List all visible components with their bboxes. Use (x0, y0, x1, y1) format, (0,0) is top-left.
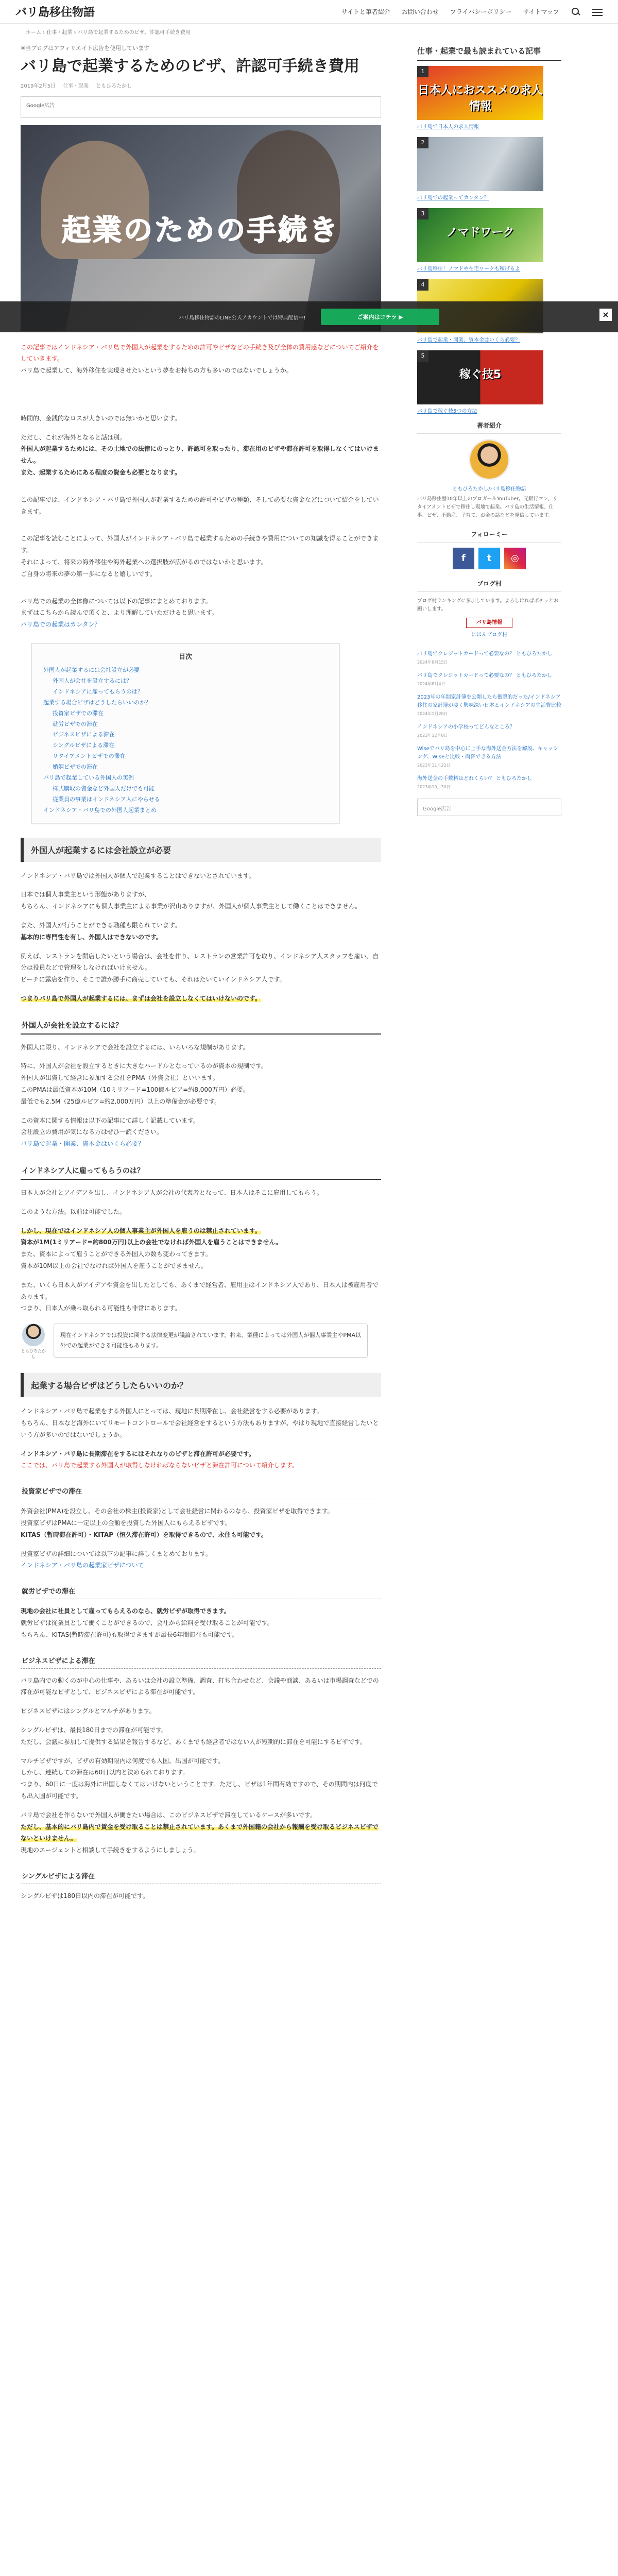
recent-date: 2024年8月4日 (417, 682, 445, 687)
toc-link[interactable]: バリ島で起業している外国人の実例 (43, 774, 134, 781)
author-avatar (21, 1324, 46, 1360)
thumbnail-text: 稼ぐ技5 (459, 368, 502, 381)
toc-link[interactable]: ビジネスビザによる滞在 (53, 731, 115, 738)
rank-number: 4 (417, 279, 428, 291)
section-para: つまりバリ島で外国人が起業するには、まずは会社を設立しなくてはいけないのです。 (21, 994, 262, 1002)
toc-heading: 目次 (178, 653, 192, 662)
toc-item[interactable] (43, 698, 328, 708)
toc-list (43, 665, 328, 816)
toc-link[interactable]: インドネシア・バリ島での外国人起業まとめ (43, 806, 157, 814)
hero-text: 起業のための手続き (62, 213, 340, 247)
profile-title: 著者紹介 (417, 421, 561, 434)
follow-buttons (417, 548, 561, 569)
nav-about[interactable]: サイトと筆者紹介 (341, 8, 390, 15)
recent-title[interactable]: バリ島でクレジットカードって必要なの？ (417, 651, 515, 657)
profile-avatar (469, 439, 510, 480)
blogmura-link[interactable]: にほんブログ村 (471, 632, 507, 638)
popular-caption[interactable]: バリ島で起業・開業、資本金はいくら必要？ (417, 337, 520, 343)
section-para: 特に、外国人が会社を設立するときに大きなハードルとなっているのが資本の規制です。 外国人が出資して経営に参加する会社をPMA（外資会社）といいます。 このPMAは最低資本が10M（10ミリアード=100億ルピア=約8,000万円）必要。 最低でも2.5M（25億ルピア=約2,000万円）以上の準備金が必要です。 (21, 1062, 268, 1105)
room-title: ブログ村 (417, 580, 561, 592)
ad-slot[interactable]: Google広告 (21, 96, 381, 118)
intro-para: ただし、これが海外となると話は別。 外国人が起業するためには、その土地での法律にのっとり、許認可を取ったり、滞在用のビザや滞在許可を取得しなくてはいけません。 また、起業するためにある程度の資金も必要となります。 (21, 433, 379, 477)
recent-post[interactable] (417, 672, 561, 688)
subsection-heading: 外国人が会社を設立するには？ (21, 1017, 381, 1035)
section-para: このような方法。以前は可能でした。 (21, 1208, 126, 1215)
section-para: 日本人が会社とアイデアを出し、インドネシア人が会社の代表者となって、日本人はそこに雇用してもらう。 (21, 1189, 323, 1197)
site-logo[interactable]: バリ島移住物語 (15, 6, 95, 19)
post-category[interactable]: 仕事・起業 (63, 83, 89, 89)
recent-date: 2023年10月30日 (417, 785, 451, 790)
intro-para: 時間的、金銭的なロスが大きいのでは無いかと思います。 (21, 414, 181, 422)
article-meta (21, 81, 381, 89)
section-heading: 起業する場合ビザはどうしたらいいのか？ (21, 1373, 381, 1397)
section-para: 現地の会社に社員として雇ってもらえるのなら、就労ビザが取得できます。 就労ビザは従業員として働くことができるので、会社から給料を受け取ることが可能です。 もちろん、KITAS(暫時滞在許可)も取得できますが最長6年間滞在も可能です。 (21, 1607, 273, 1638)
toc-link[interactable]: 従業員の事業はインドネシア人にやらせる (53, 795, 160, 803)
recent-date: 2023年12月8日 (417, 733, 448, 738)
section-para: インドネシア・バリ島では外国人が個人で起業することはできないとされています。 (21, 872, 255, 879)
intro-para: この記事を読むことによって、外国人がインドネシア・バリ島で起業するための手続きや費用についての知識を得ることができます。 それによって、将来の海外移住や海外起業への選択肢が広がるのではないかと思います。 ご自身の将来の夢の第一歩になると嬉しいです。 (21, 535, 379, 578)
follow-title: フォローミー (417, 530, 561, 543)
section-para: 例えば、レストランを開店したいという場合は、会社を作り、レストランの営業許可を取り、インドネシア人スタッフを雇い、自分は役員などで管理をしなければいけません。 ビーチに露店を作り、そこで誰か勝手に商売していても、それはたいていインドネシア人です。 (21, 952, 379, 984)
section-para: シングルビザは180日以内の滞在が可能です。 (21, 1892, 149, 1900)
related-link[interactable]: インドネシア・バリ島の起業家ビザについて (21, 1562, 144, 1569)
recent-title[interactable]: Wiseでバリ島を中心に上手な海外送金方法を解説、キャッシング、Wiseと比較・両替できる方法 (417, 746, 558, 760)
banner-button[interactable]: ご案内はコチラ ▶ (321, 309, 439, 325)
nav-privacy[interactable]: プライバシーポリシー (450, 8, 512, 15)
toc-item[interactable] (43, 687, 328, 698)
toc-link[interactable]: 起業する場合ビザはどうしたらいいのか？ (43, 699, 151, 706)
toc-item[interactable] (43, 708, 328, 719)
section-para: シングルビザは、最長180日までの滞在が可能です。 ただし、会議に参加して提供する結果を報告するなど、あくまでも経営者ではない人が短期的に滞在を可能にするビザです。 (21, 1726, 367, 1745)
post-author[interactable]: ともひろたかし (96, 83, 132, 89)
recent-post[interactable] (417, 693, 561, 718)
toc-link[interactable]: 婚姻ビザでの滞在 (53, 764, 98, 771)
section-para: マルチビザですが、ビザの有効期限内は何度でも入国、出国が可能です。 しかし、連続しての滞在は60日以内と決められております。 つまり、60日に一度は海外に出国しなくてはいけないということです。ただし、ビザは1年間有効ですので、その期間内は何度でも出入国が可能です。 (21, 1757, 378, 1800)
instagram-icon[interactable]: ◎ (504, 548, 526, 569)
toc-link[interactable]: 投資家ビザでの滞在 (53, 709, 104, 717)
recent-author[interactable]: ともひろたかし (496, 776, 533, 782)
profile-name[interactable]: ともひろたかし/バリ島移住物語 (452, 486, 526, 492)
popular-caption[interactable]: バリ島で稼ぐ技5つの方法 (417, 409, 477, 414)
toc-item[interactable] (43, 740, 328, 751)
toc-item[interactable] (43, 784, 328, 794)
rank-number: 3 (417, 208, 428, 219)
section-para: 外国人に限り、インドネシアで会社を設立するには、いろいろな規制があります。 (21, 1043, 249, 1051)
recent-date: 2024年1月20日 (417, 711, 448, 717)
toc-item[interactable] (43, 719, 328, 730)
popular-thumbnail[interactable] (417, 66, 543, 120)
banner-text: バリ島移住物語のLINE公式アカウントでは特典配信中! (179, 315, 306, 321)
nav-contact[interactable]: お問い合わせ (401, 8, 439, 15)
popular-thumbnail[interactable] (417, 137, 543, 191)
global-nav (341, 7, 603, 17)
recent-post[interactable] (417, 723, 561, 740)
popular-item[interactable] (417, 66, 561, 130)
toc-link[interactable]: シングルビザによる滞在 (53, 742, 115, 749)
popular-item[interactable] (417, 137, 561, 201)
toc-item[interactable] (43, 794, 328, 805)
toc-link[interactable]: 外国人が会社を設立するには？ (53, 677, 132, 684)
thumbnail-text: ノマドワーク (446, 226, 514, 239)
rank-number: 2 (417, 137, 428, 148)
intro-para: この記事では、インドネシア・バリ島で外国人が起業するための許可やビザの種類、そして必要な資金などについて紹介をしていきます。 (21, 496, 379, 515)
popular-thumbnail[interactable] (417, 350, 543, 404)
related-link[interactable]: バリ島で起業・開業、資本金はいくら必要？ (21, 1140, 145, 1148)
facebook-icon[interactable]: f (453, 548, 474, 569)
room-desc: ブログ村ランキングに参加しています。よろしければポチッとお願いします。 (417, 598, 559, 612)
popular-caption[interactable]: バリ島での起業ってカンタン？ (417, 195, 489, 201)
toc-item[interactable] (43, 751, 328, 762)
section-para: 外資会社(PMA)を設立し、その会社の株主(投資家)として会社経営に関わるのなら、投資家ビザを取得できます。 投資家ビザはPMAに一定以上の金額を投資した外国人にもらえるビザです。 KITAS（暫時滞在許可）・KITAP（恒久滞在許可）を取得できるので、永住も可能です。 (21, 1507, 334, 1538)
table-of-contents (31, 643, 340, 824)
breadcrumb[interactable]: ホーム › 仕事・起業 › バリ島で起業するためのビザ、許認可手続き費用 (26, 30, 191, 36)
sidebar-ad[interactable]: Google広告 (417, 799, 561, 816)
section-para: 投資家ビザの詳細については以下の記事に詳しくまとめております。 インドネシア・バリ島の起業家ビザについて (21, 1550, 212, 1569)
page-title: バリ島で起業するためのビザ、許認可手続き費用 (21, 57, 359, 75)
popular-caption[interactable]: バリ島で日本人の求人情報 (417, 124, 479, 130)
avatar-name: ともひろたかし (21, 1349, 46, 1360)
popular-item[interactable] (417, 208, 561, 272)
recent-post[interactable] (417, 650, 561, 667)
thumbnail-text: 日本人におススメの求人情報 (418, 84, 543, 113)
recent-title[interactable]: バリ島でクレジットカードって必要なの？ (417, 673, 515, 679)
bubble-text: 現在インドネシアでは投資に関する法律変更が議論されています。将来、業種によっては外国人が個人事業主やPMA以外での起業ができる可能性もあります。 (54, 1324, 368, 1358)
recent-title[interactable]: 2023年の年間家計簿を公開したら衝撃的だった/インドネシア移住の家計簿が凄く興味深い日本とインドネシアの生活費比較 (417, 694, 561, 709)
popular-thumbnail[interactable] (417, 208, 543, 262)
toc-item[interactable] (43, 730, 328, 740)
toc-link[interactable]: 外国人が起業するには会社設立が必要 (43, 667, 140, 674)
speech-bubble (21, 1324, 381, 1360)
nav-sitemap[interactable]: サイトマップ (523, 8, 559, 15)
popular-list (417, 66, 561, 414)
subsection-heading: 就労ビザでの滞在 (21, 1583, 381, 1599)
section-heading: 外国人が起業するには会社設立が必要 (21, 838, 381, 862)
section-para: また、いくら日本人がアイデアや資金を出したとしても、あくまで経営者、雇用主はインドネシア人であり、日本人は被雇用者であります。 つまり、日本人が乗っ取られる可能性も非常にあります。 (21, 1281, 379, 1312)
toc-item[interactable] (43, 805, 328, 816)
blogmura-badge[interactable]: バリ島情報 (466, 618, 512, 628)
popular-caption[interactable]: バリ島移住！ノマドや在宅ワークも稼げるよ (417, 266, 520, 272)
section-para: インドネシア・バリ島に長期滞在をするにはそれなりのビザと滞在許可が必要です。 ここでは、バリ島で起業する外国人が取得しなければならないビザと滞在許可について紹介します。 (21, 1450, 298, 1469)
profile-desc: バリ島移住歴10年以上のブロガー＆YouTuber。元銀行マン、リタイアメントビザで移住し現地で起業。バリ島の生活情報、仕事、ビザ、不動産、子育て、お金の話などを発信しています。 (417, 496, 558, 519)
rank-number: 5 (417, 350, 428, 362)
section-para: また、外国人が行うことができる職種も限られています。 基本的に専門性を有し、外国人はできないのです。 (21, 921, 181, 941)
recent-post[interactable] (417, 775, 561, 791)
popular-item[interactable] (417, 350, 561, 414)
recent-post[interactable] (417, 745, 561, 770)
subsection-heading: シングルビザによる滞在 (21, 1868, 381, 1884)
section-para: 日本では個人事業主という形態がありますが、 もちろん、インドネシアにも個人事業主による事業が沢山ありますが、外国人が個人事業主として働くことはできません。 (21, 891, 362, 910)
ad-disclosure: ※当ブログはアフィリエイト広告を使用しています (21, 45, 150, 52)
hero-image (21, 125, 381, 331)
related-link[interactable]: バリ島での起業はカンタン？ (21, 621, 101, 629)
toc-link[interactable]: 株式購取の資金など外国人だけでも可能 (53, 785, 154, 792)
section-para: この資本に関する情報は以下の記事にて詳しく記載しています。 会社設立の費用が気になる方はぜひ一読ください。 バリ島で起業・開業、資本金はいくら必要？ (21, 1116, 200, 1148)
line-banner (0, 301, 618, 332)
recent-date: 2024年8月15日 (417, 660, 448, 665)
popular-title: 仕事・起業で最も読まれている記事 (417, 46, 561, 61)
intro-para: この記事ではインドネシア・バリ島で外国人が起業をするための許可やビザなどの手続き及び全体の費用感などについてご紹介をしていきます。 バリ島で起業して、海外移住を実現させたいという夢をお持ちの方も多いのではないでしょうか。 (21, 343, 379, 375)
site-header (0, 0, 618, 24)
rank-number: 1 (417, 66, 428, 77)
banner-close-button[interactable]: × (599, 309, 612, 321)
subsection-heading: インドネシア人に雇ってもらうのは？ (21, 1162, 381, 1180)
recent-posts (417, 650, 561, 791)
twitter-icon[interactable]: t (478, 548, 500, 569)
section-para: バリ島で会社を作らないで外国人が働きたい場合は、このビジネスビザで滞在しているケースが多いです。 ただし、基本的にバリ島内で賃金を受け取ることは禁止されています。あくまで外国籍の会社から報酬を受け取るビジネスビザでないといけません。 現地のエージェントと相談して手続きをするようにしましょう。 (21, 1811, 379, 1854)
recent-title[interactable]: 海外送金の手数料はどれくらい？ (417, 776, 494, 782)
toc-link[interactable]: 就労ビザでの滞在 (53, 720, 98, 727)
recent-author[interactable]: ともひろたかし (516, 651, 553, 657)
section-para: インドネシア・バリ島で起業をする外国人にとっては、現地に長期滞在し、会社経営をする必要があります。 もちろん、日本など海外にいてリモートコントロールで会社経営をするという方法もありますが、やはり現地で直接経営したいという方が多いのではないでしょうか。 (21, 1408, 379, 1438)
toc-item[interactable] (43, 773, 328, 784)
section-para: ビジネスビザにはシングルとマルチがあります。 (21, 1707, 156, 1715)
post-date: 2019年2月5日 (21, 83, 56, 89)
recent-author[interactable]: ともひろたかし (516, 673, 553, 679)
subsection-heading: 投資家ビザでの滞在 (21, 1483, 381, 1499)
recent-date: 2023年11月22日 (417, 763, 451, 768)
section-para: バリ島内での動くのが中心の仕事や、あるいは会社の設立準備、調査、打ち合わせなど、会議や商談、あるいは市場調査などでの滞在が可能なビザとして、ビジネスビザによる滞在が可能です。 (21, 1676, 379, 1696)
subsection-heading: ビジネスビザによる滞在 (21, 1652, 381, 1669)
toc-link[interactable]: リタイアメントビザでの滞在 (53, 753, 126, 760)
intro-para: バリ島での起業の全体像については以下の記事にまとめております。 まずはこちらから読んで頂くと、より理解していただけると思います。 バリ島での起業はカンタン？ (21, 597, 218, 629)
section-para: しかし、現在ではインドネシア人の個人事業主が外国人を雇うのは禁止されています。 資本が1M(1ミリアード=約800万円)以上の会社でなければ外国人を雇うことはできません。 また、資本によって雇うことができる外国人の数も変わってきます。 資本が10M以上の会社でなければ外国人を雇うことができません。 (21, 1227, 282, 1270)
recent-title[interactable]: インドネシアの小学校ってどんなところ？ (417, 724, 515, 731)
menu-icon[interactable] (592, 7, 603, 17)
toc-item[interactable] (43, 676, 328, 687)
search-icon[interactable] (571, 7, 581, 17)
toc-link[interactable]: インドネシアに雇ってもらうのは？ (53, 688, 143, 695)
toc-item[interactable] (43, 762, 328, 773)
toc-item[interactable] (43, 665, 328, 676)
